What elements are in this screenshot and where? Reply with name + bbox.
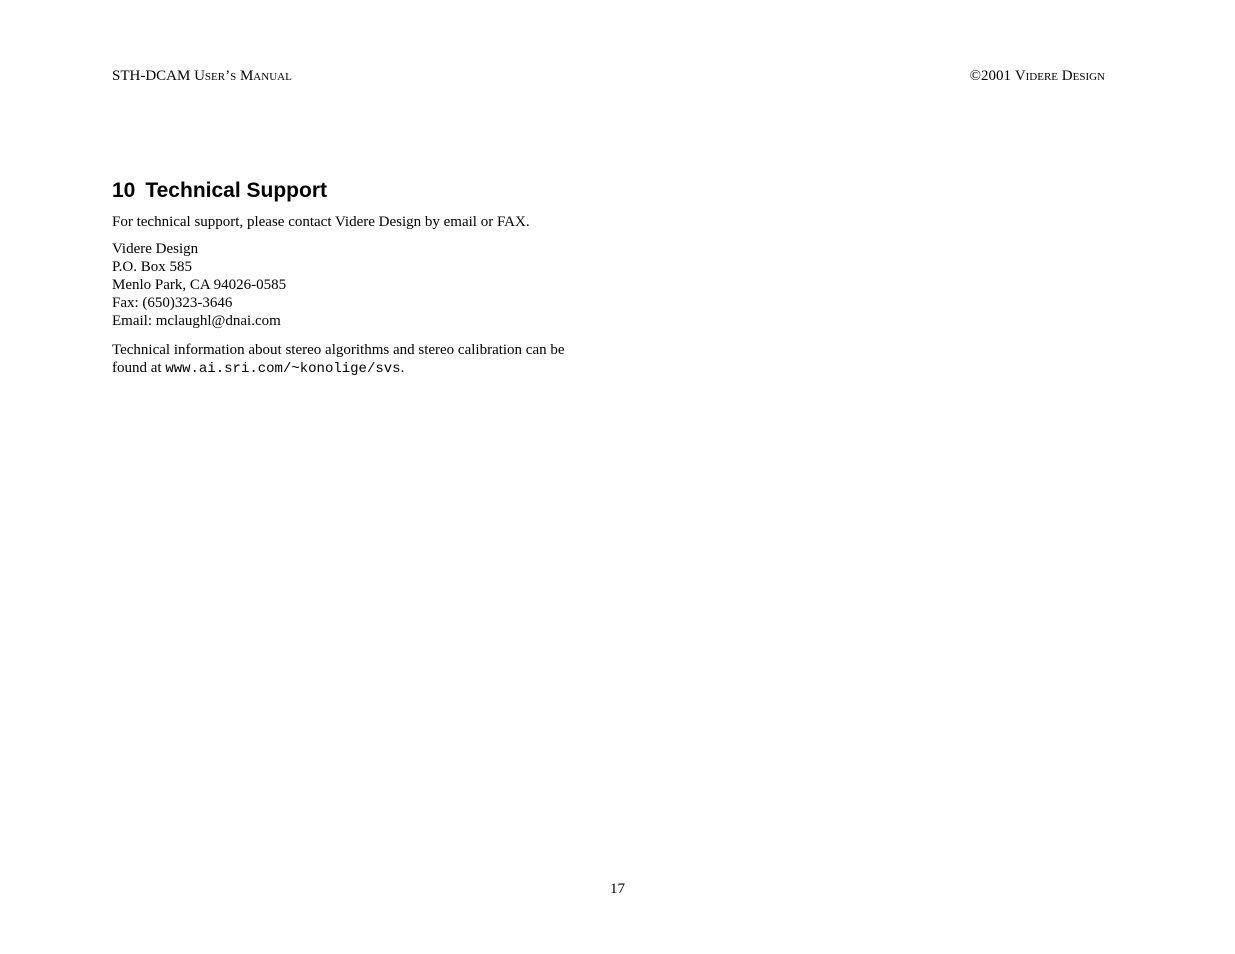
section-number: 10 — [112, 179, 136, 202]
header-copyright: ©2001 — [969, 68, 1015, 84]
address-fax: Fax: (650)323-3646 — [112, 295, 233, 311]
info-suffix: . — [400, 360, 405, 376]
header-manual-title: User’s Manual — [194, 68, 292, 84]
page-number: 17 — [610, 881, 625, 897]
running-header-left — [112, 67, 292, 85]
section-title: Technical Support — [145, 179, 327, 202]
address-po-box: P.O. Box 585 — [112, 259, 193, 275]
section-heading — [112, 178, 327, 204]
address-email: Email: mclaughl@dnai.com — [112, 313, 281, 329]
info-url-link[interactable]: www.ai.sri.com/~konolige/svs — [165, 361, 401, 377]
info-paragraph — [112, 341, 602, 378]
info-text: Technical information about stereo algorithms and stereo calibration can be found at — [112, 342, 565, 376]
address-company: Videre Design — [112, 241, 199, 257]
intro-paragraph: For technical support, please contact Videre Design by email or FAX. — [112, 214, 530, 230]
header-company: Videre Design — [1014, 68, 1105, 84]
header-manual-code: STH-DCAM — [112, 68, 195, 84]
contact-address-block — [112, 240, 612, 330]
address-city: Menlo Park, CA 94026-0585 — [112, 277, 287, 293]
running-header-right — [970, 67, 1105, 85]
